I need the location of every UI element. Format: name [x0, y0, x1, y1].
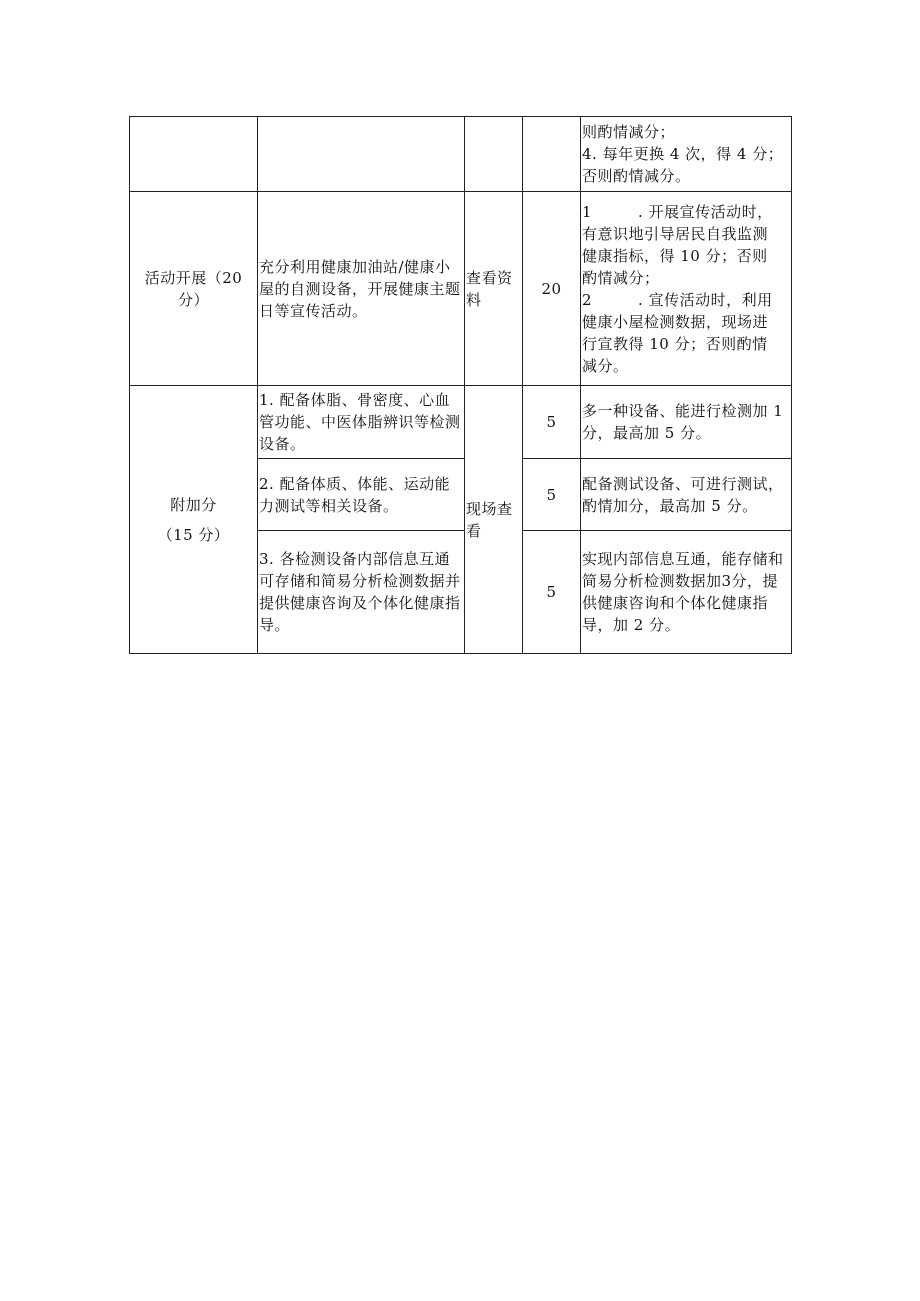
criteria-line: [582, 201, 790, 223]
criteria-line: 酌情减分；: [582, 268, 660, 287]
bonus-item-title: 附加分: [170, 495, 217, 514]
content-cell-empty: [258, 117, 465, 192]
content-cell: 充分利用健康加油站/健康小屋的自测设备，开展健康主题日等宣传活动。: [258, 192, 465, 386]
bonus-method-cell: 现场查看: [465, 386, 523, 654]
score-cell: 5: [523, 531, 581, 654]
criteria-line: 有意识地引导居民自我监测: [582, 224, 769, 243]
content-cell: 3. 各检测设备内部信息互通可存储和简易分析检测数据并提供健康咨询及个体化健康指导。: [258, 531, 465, 654]
score-cell: 20: [523, 192, 581, 386]
criteria-number: 1: [582, 202, 593, 221]
criteria-line: 否则酌情减分。: [582, 167, 691, 185]
criteria-cell: 实现内部信息互通，能存储和简易分析检测数据加3分，提供健康咨询和个体化健康指导，加 2 分。: [581, 531, 792, 654]
criteria-cell: 配备测试设备、可进行测试，酌情加分，最高加 5 分。: [581, 459, 792, 531]
method-cell-empty: [465, 117, 523, 192]
score-cell: 5: [523, 459, 581, 531]
criteria-cell: 多一种设备、能进行检测加 1 分，最高加 5 分。: [581, 386, 792, 459]
criteria-line: 则酌情减分；: [582, 123, 676, 141]
criteria-line: 健康小屋检测数据，现场进: [582, 312, 769, 331]
criteria-cell: [581, 192, 792, 386]
score-cell: 5: [523, 386, 581, 459]
activity-row: [130, 192, 792, 386]
criteria-line: 4. 每年更换 4 次，得 4 分；: [582, 145, 784, 163]
criteria-line: 行宣教得 10 分；否则酌情: [582, 334, 768, 353]
scoring-table: [129, 116, 792, 654]
score-cell-empty: [523, 117, 581, 192]
criteria-cell: [581, 117, 792, 192]
criteria-line: 健康指标，得 10 分；否则: [582, 246, 768, 265]
criteria-line: [582, 289, 790, 311]
bonus-item-cell: [130, 386, 258, 654]
content-cell: 2. 配备体质、体能、运动能力测试等相关设备。: [258, 459, 465, 531]
continuation-row: [130, 117, 792, 192]
content-cell: 1. 配备体脂、骨密度、心血管功能、中医体脂辨识等检测设备。: [258, 386, 465, 459]
criteria-text: . 宣传活动时，利用: [638, 290, 773, 309]
criteria-line: 减分。: [582, 356, 629, 375]
method-cell: 查看资料: [465, 192, 523, 386]
bonus-row: [130, 386, 792, 459]
bonus-item-points: （15 分）: [157, 525, 230, 544]
item-cell-empty: [130, 117, 258, 192]
item-cell: 活动开展（20 分）: [130, 192, 258, 386]
criteria-number: 2: [582, 290, 593, 309]
criteria-text: . 开展宣传活动时，: [638, 202, 773, 221]
